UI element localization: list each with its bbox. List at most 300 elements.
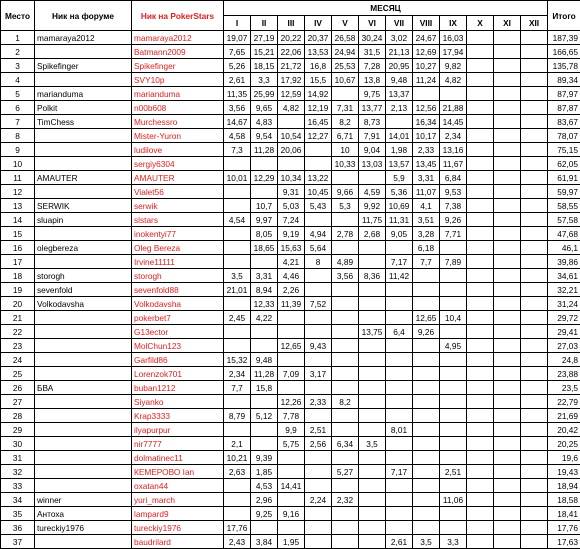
month-cell [521,311,548,325]
place-cell: 15 [1,227,35,241]
month-cell: 9,82 [440,59,467,73]
month-cell: 17,92 [278,73,305,87]
month-cell [494,269,521,283]
month-cell [521,59,548,73]
ps-nick-cell: sergiy6304 [132,157,224,171]
month-cell [359,311,386,325]
ps-nick-cell: marianduma [132,87,224,101]
month-cell: 12,56 [413,101,440,115]
month-cell: 2,33 [413,143,440,157]
month-cell [305,143,332,157]
month-cell [521,283,548,297]
place-cell: 16 [1,241,35,255]
month-cell [467,157,494,171]
month-cell: 13,53 [305,45,332,59]
month-cell [386,493,413,507]
month-cell [521,325,548,339]
month-cell [224,423,251,437]
forum-nick-cell [35,395,132,409]
forum-nick-cell [35,367,132,381]
table-row [1,157,580,171]
month-cell [521,297,548,311]
month-cell: 3,02 [386,31,413,45]
month-cell: 9,05 [386,227,413,241]
month-cell: 8,36 [359,269,386,283]
place-cell: 35 [1,507,35,521]
month-cell: 9,31 [278,185,305,199]
month-cell: 2,63 [224,465,251,479]
month-cell [278,521,305,535]
month-cell: 2,34 [224,367,251,381]
month-cell: 4,53 [251,479,278,493]
forum-nick-cell [35,129,132,143]
month-cell [224,479,251,493]
total-cell: 39,86 [548,255,580,269]
month-cell [494,507,521,521]
month-cell [386,507,413,521]
month-cell: 9,48 [251,353,278,367]
month-cell [413,479,440,493]
month-cell [386,353,413,367]
month-cell: 7,65 [224,45,251,59]
month-cell [251,339,278,353]
month-cell [440,395,467,409]
month-cell [278,353,305,367]
place-cell: 19 [1,283,35,297]
month-cell: 14,01 [386,129,413,143]
table-row [1,171,580,185]
table-row [1,241,580,255]
month-cell [305,353,332,367]
forum-nick-cell [35,227,132,241]
ps-nick-cell: Siyanko [132,395,224,409]
total-cell: 61,91 [548,171,580,185]
month-cell [413,409,440,423]
forum-nick-cell: marianduma [35,87,132,101]
month-cell [494,241,521,255]
month-cell [521,437,548,451]
total-cell: 21,69 [548,409,580,423]
month-cell [440,87,467,101]
ps-nick-cell: КЕМЕРОВО Ian [132,465,224,479]
month-cell [521,507,548,521]
month-cell [332,213,359,227]
total-cell: 46,1 [548,241,580,255]
month-cell: 8,05 [251,227,278,241]
month-cell: 9,19 [278,227,305,241]
ps-nick-cell: mamaraya2012 [132,31,224,45]
forum-nick-cell: SERWIK [35,199,132,213]
place-cell: 31 [1,451,35,465]
month-cell: 5,75 [278,437,305,451]
month-cell [521,31,548,45]
month-cell: 9,48 [386,73,413,87]
month-cell [386,479,413,493]
month-cell: 19,07 [224,31,251,45]
month-cell [494,227,521,241]
total-cell: 135,78 [548,59,580,73]
month-cell: 7,52 [305,297,332,311]
month-cell: 4,59 [359,185,386,199]
month-cell [413,339,440,353]
total-cell: 19,43 [548,465,580,479]
month-cell [359,409,386,423]
ps-nick-cell: storogh [132,269,224,283]
ps-nick-cell: tureckiy1976 [132,521,224,535]
month-cell: 10,34 [278,171,305,185]
month-cell [521,465,548,479]
total-cell: 18,94 [548,479,580,493]
month-cell: 4,1 [413,199,440,213]
month-cell [224,255,251,269]
total-cell: 20,42 [548,423,580,437]
month-cell [251,437,278,451]
month-cell [359,535,386,549]
month-cell: 5,27 [332,465,359,479]
month-cell [467,199,494,213]
table-row [1,213,580,227]
month-cell [494,199,521,213]
month-cell [359,479,386,493]
month-cell [467,535,494,549]
month-cell [332,353,359,367]
month-cell [521,535,548,549]
month-cell: 6,4 [386,325,413,339]
month-cell [413,395,440,409]
month-cell [386,283,413,297]
month-cell [224,227,251,241]
month-cell: 20,06 [278,143,305,157]
table-row [1,423,580,437]
month-cell [251,157,278,171]
table-row [1,507,580,521]
month-cell: 21,13 [386,45,413,59]
month-cell: 21,01 [224,283,251,297]
table-row [1,451,580,465]
header-month-3: III [278,16,305,31]
table-row [1,283,580,297]
month-cell: 2,33 [305,395,332,409]
total-cell: 87,97 [548,87,580,101]
month-cell [440,269,467,283]
month-cell [467,31,494,45]
total-cell: 32,21 [548,283,580,297]
month-cell: 9,25 [251,507,278,521]
place-cell: 11 [1,171,35,185]
month-cell: 10,45 [305,185,332,199]
place-cell: 24 [1,353,35,367]
month-cell: 16,45 [305,115,332,129]
forum-nick-cell [35,451,132,465]
month-cell [521,367,548,381]
month-cell: 3,31 [251,269,278,283]
month-cell [413,297,440,311]
month-cell [467,423,494,437]
ps-nick-cell: inokentyi77 [132,227,224,241]
month-cell: 18,15 [251,59,278,73]
month-cell [359,493,386,507]
month-cell [494,409,521,423]
month-cell: 9,16 [278,507,305,521]
month-cell [359,171,386,185]
month-cell [332,297,359,311]
month-cell: 9,9 [278,423,305,437]
month-cell [440,437,467,451]
table-row [1,521,580,535]
month-cell: 21,72 [278,59,305,73]
total-cell: 89,34 [548,73,580,87]
month-cell [359,381,386,395]
month-cell: 11,42 [386,269,413,283]
place-cell: 8 [1,129,35,143]
total-cell: 34,61 [548,269,580,283]
month-cell [359,339,386,353]
table-row [1,325,580,339]
month-cell [413,493,440,507]
month-cell: 3,5 [224,269,251,283]
month-cell: 10,69 [386,199,413,213]
month-cell: 7,91 [359,129,386,143]
place-cell: 1 [1,31,35,45]
month-cell: 4,95 [440,339,467,353]
month-cell [251,255,278,269]
place-cell: 17 [1,255,35,269]
forum-nick-cell [35,339,132,353]
total-cell: 18,58 [548,493,580,507]
month-cell [386,115,413,129]
month-cell [494,101,521,115]
month-cell: 9,04 [359,143,386,157]
month-cell [467,381,494,395]
ps-nick-cell: Garfild86 [132,353,224,367]
month-cell: 2,51 [305,423,332,437]
forum-nick-cell [35,353,132,367]
month-cell: 18,65 [251,241,278,255]
month-cell [467,325,494,339]
month-cell [521,479,548,493]
ps-nick-cell: Oleg Bereza [132,241,224,255]
place-cell: 9 [1,143,35,157]
forum-nick-cell: Volkodavsha [35,297,132,311]
total-cell: 31,24 [548,297,580,311]
month-cell: 20,95 [386,59,413,73]
month-cell: 8,73 [359,115,386,129]
ps-nick-cell: dolmatinec11 [132,451,224,465]
ps-nick-cell: Krap3333 [132,409,224,423]
total-cell: 18,41 [548,507,580,521]
month-cell [305,311,332,325]
month-cell: 22,06 [278,45,305,59]
month-cell [413,521,440,535]
month-cell: 6,71 [332,129,359,143]
month-cell: 3,84 [251,535,278,549]
month-cell: 27,19 [251,31,278,45]
total-cell: 75,15 [548,143,580,157]
month-cell [305,381,332,395]
header-month-11: XI [494,16,521,31]
table-row [1,535,580,549]
ps-nick-cell: sevenfold88 [132,283,224,297]
month-cell [440,283,467,297]
month-cell: 9,92 [359,199,386,213]
month-cell: 17,76 [224,521,251,535]
month-cell [332,381,359,395]
month-cell [332,339,359,353]
month-cell [440,325,467,339]
total-cell: 19,6 [548,451,580,465]
month-cell [386,311,413,325]
month-cell [278,493,305,507]
forum-nick-cell: sevenfold [35,283,132,297]
ps-nick-cell: AMAUTER [132,171,224,185]
month-cell: 7,78 [278,409,305,423]
month-cell: 26,58 [332,31,359,45]
month-cell [467,143,494,157]
place-cell: 36 [1,521,35,535]
month-cell [224,339,251,353]
place-cell: 20 [1,297,35,311]
month-cell: 9,65 [251,101,278,115]
month-cell: 8,94 [251,283,278,297]
month-cell [494,31,521,45]
forum-nick-cell: tureckiy1976 [35,521,132,535]
place-cell: 23 [1,339,35,353]
month-cell [386,339,413,353]
month-cell [359,465,386,479]
month-cell [332,367,359,381]
table-row [1,73,580,87]
month-cell [359,255,386,269]
table-header [1,1,580,31]
month-cell [278,451,305,465]
table-row [1,129,580,143]
month-cell: 3,56 [224,101,251,115]
month-cell [386,395,413,409]
table-row [1,297,580,311]
total-cell: 57,58 [548,213,580,227]
month-cell: 12,27 [305,129,332,143]
ps-nick-cell: G13ector [132,325,224,339]
forum-nick-cell: storogh [35,269,132,283]
month-cell [467,171,494,185]
month-cell [332,451,359,465]
month-cell: 8,79 [224,409,251,423]
month-cell [413,87,440,101]
month-cell [521,493,548,507]
month-cell: 5,43 [305,199,332,213]
ps-nick-cell: pokerbet7 [132,311,224,325]
month-cell [467,185,494,199]
month-cell [521,227,548,241]
place-cell: 30 [1,437,35,451]
month-cell [521,157,548,171]
month-cell: 4,58 [224,129,251,143]
table-row [1,437,580,451]
month-cell: 20,22 [278,31,305,45]
table-row [1,493,580,507]
month-cell: 11,24 [413,73,440,87]
month-cell: 3,56 [332,269,359,283]
total-cell: 29,72 [548,311,580,325]
month-cell [467,311,494,325]
month-cell [359,451,386,465]
month-cell: 31,5 [359,45,386,59]
month-cell [467,59,494,73]
month-cell [251,395,278,409]
month-cell [305,479,332,493]
month-cell: 17,94 [440,45,467,59]
month-cell [494,367,521,381]
month-cell: 5,3 [332,199,359,213]
ps-nick-cell: slstars [132,213,224,227]
month-cell [413,465,440,479]
month-cell: 2,96 [251,493,278,507]
month-cell: 7,7 [413,255,440,269]
month-cell [251,423,278,437]
total-cell: 24,8 [548,353,580,367]
month-cell [494,535,521,549]
month-cell [386,409,413,423]
total-cell: 27,03 [548,339,580,353]
month-cell: 10,7 [251,199,278,213]
month-cell: 7,17 [386,465,413,479]
month-cell [278,115,305,129]
month-cell [440,409,467,423]
month-cell [332,535,359,549]
month-cell: 13,57 [386,157,413,171]
forum-nick-cell [35,255,132,269]
month-cell [467,493,494,507]
month-cell: 1,98 [386,143,413,157]
month-cell [467,115,494,129]
month-cell [521,143,548,157]
month-cell: 7,31 [332,101,359,115]
month-cell [467,73,494,87]
month-cell [521,255,548,269]
month-cell [494,255,521,269]
total-cell: 87,87 [548,101,580,115]
month-cell: 13,77 [359,101,386,115]
month-cell: 9,54 [251,129,278,143]
month-cell [224,199,251,213]
month-cell [305,535,332,549]
header-month-2: II [251,16,278,31]
month-cell: 7,71 [440,227,467,241]
table-row [1,367,580,381]
month-cell: 3,5 [413,535,440,549]
month-cell: 3,31 [413,171,440,185]
ps-nick-cell: lampard9 [132,507,224,521]
forum-nick-cell [35,45,132,59]
place-cell: 32 [1,465,35,479]
ps-nick-cell: Lorenzok701 [132,367,224,381]
month-cell: 4,94 [305,227,332,241]
forum-nick-cell [35,143,132,157]
month-cell [278,465,305,479]
month-cell [494,493,521,507]
month-cell: 4,21 [278,255,305,269]
ps-nick-cell: baudrilard [132,535,224,549]
month-cell: 10,01 [224,171,251,185]
month-cell [467,101,494,115]
month-cell [521,101,548,115]
month-cell [521,115,548,129]
month-cell [413,269,440,283]
month-cell [494,213,521,227]
month-cell [359,297,386,311]
month-cell: 2,51 [440,465,467,479]
month-cell [440,367,467,381]
